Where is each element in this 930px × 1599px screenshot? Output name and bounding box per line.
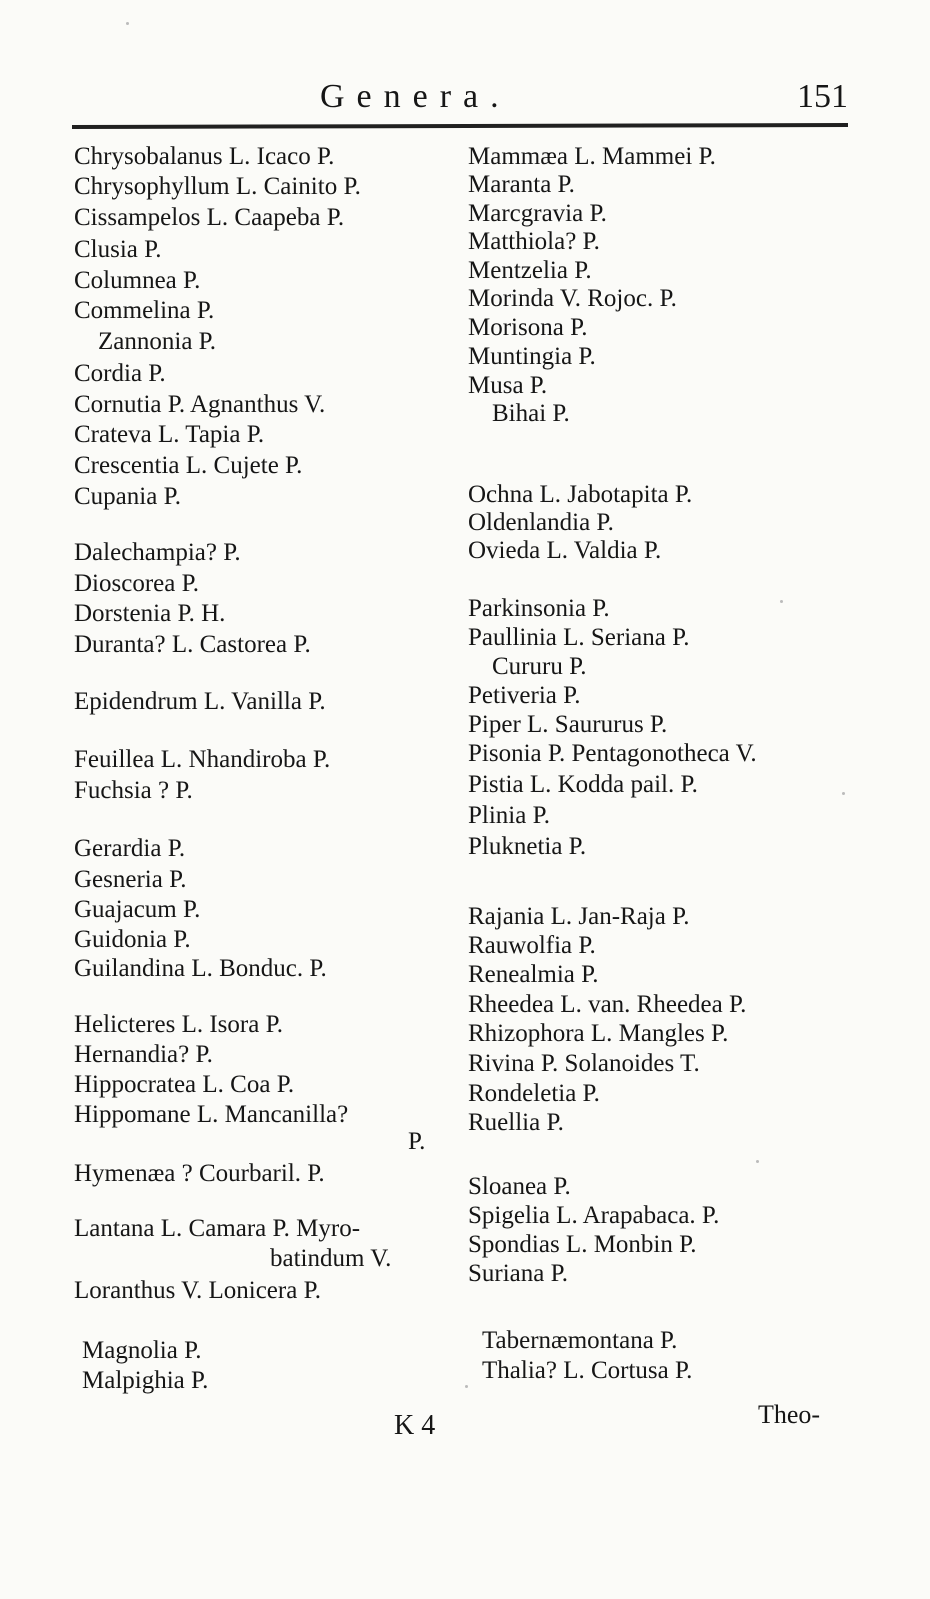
genus-entry: Petiveria P.: [468, 682, 581, 709]
genus-entry: Dorstenia P. H.: [74, 600, 226, 627]
genus-entry: Crateva L. Tapia P.: [74, 421, 265, 448]
genus-entry: Hymenæa ? Courbaril. P.: [74, 1160, 325, 1187]
genus-entry: Spondias L. Monbin P.: [468, 1231, 697, 1258]
genus-entry: Rhizophora L. Mangles P.: [468, 1020, 729, 1047]
genus-entry: Rivina P. Solanoides T.: [468, 1050, 700, 1077]
genus-entry: Tabernæmontana P.: [482, 1327, 678, 1354]
genus-entry: Clusia P.: [74, 236, 162, 263]
genus-entry: Commelina P.: [74, 297, 215, 324]
genus-entry: Paullinia L. Seriana P.: [468, 624, 690, 651]
genus-entry: Sloanea P.: [468, 1173, 571, 1200]
page-number: 151: [797, 78, 848, 115]
genus-entry-continuation: batindum V.: [270, 1245, 392, 1272]
genus-entry: Morinda V. Rojoc. P.: [468, 285, 677, 312]
genus-entry: Guilandina L. Bonduc. P.: [74, 955, 327, 982]
genus-entry: Cordia P.: [74, 360, 166, 387]
genus-entry: Helicteres L. Isora P.: [74, 1011, 283, 1038]
paper-speck: [842, 792, 845, 795]
genus-entry: Dioscorea P.: [74, 570, 199, 597]
genus-entry: Bihai P.: [492, 400, 570, 427]
genus-entry: Maranta P.: [468, 171, 575, 198]
genus-entry: Musa P.: [468, 372, 548, 399]
paper-speck: [465, 1385, 468, 1388]
genus-entry: Dalechampia? P.: [74, 539, 241, 566]
genus-entry: Rondeletia P.: [468, 1080, 600, 1107]
genus-entry: Epidendrum L. Vanilla P.: [74, 688, 326, 715]
genus-entry: Spigelia L. Arapabaca. P.: [468, 1202, 720, 1229]
genus-entry: Rheedea L. van. Rheedea P.: [468, 991, 747, 1018]
genus-entry: Gerardia P.: [74, 835, 186, 862]
genus-entry: Pisonia P. Pentagonotheca V.: [468, 740, 757, 767]
genus-entry: Mentzelia P.: [468, 257, 592, 284]
genus-entry: Hippocratea L. Coa P.: [74, 1071, 295, 1098]
paper-speck: [756, 1160, 759, 1163]
genus-entry: Chrysobalanus L. Icaco P.: [74, 143, 335, 170]
genus-entry: Crescentia L. Cujete P.: [74, 452, 303, 479]
genus-entry: Hippomane L. Mancanilla?: [74, 1101, 349, 1128]
genus-entry: Marcgravia P.: [468, 200, 607, 227]
genus-entry: Piper L. Saururus P.: [468, 711, 668, 738]
running-head: Genera.: [320, 78, 511, 115]
genus-entry: Muntingia P.: [468, 343, 596, 370]
genus-entry: Renealmia P.: [468, 961, 599, 988]
genus-entry: Cururu P.: [492, 653, 587, 680]
genus-entry: Rajania L. Jan-Raja P.: [468, 903, 690, 930]
catchword: Theo-: [758, 1400, 821, 1429]
signature-mark: K 4: [394, 1410, 436, 1441]
genus-entry: Ochna L. Jabotapita P.: [468, 481, 693, 508]
genus-entry: Fuchsia ? P.: [74, 777, 193, 804]
genus-entry: Suriana P.: [468, 1260, 568, 1287]
genus-entry: Lantana L. Camara P. Myro-: [74, 1215, 361, 1242]
genus-entry: Pluknetia P.: [468, 833, 587, 860]
genus-entry: Cornutia P. Agnanthus V.: [74, 391, 326, 418]
genus-entry: Chrysophyllum L. Cainito P.: [74, 173, 361, 200]
genus-entry: Mammæa L. Mammei P.: [468, 143, 716, 170]
genus-entry: Hernandia? P.: [74, 1041, 213, 1068]
genus-entry: Matthiola? P.: [468, 228, 600, 255]
genus-entry: Rauwolfia P.: [468, 932, 596, 959]
genus-entry: Ruellia P.: [468, 1109, 564, 1136]
genus-entry: Malpighia P.: [82, 1367, 209, 1394]
genus-entry: Thalia? L. Cortusa P.: [482, 1357, 693, 1384]
paper-speck: [780, 600, 783, 603]
genus-entry: Guajacum P.: [74, 896, 201, 923]
paper-speck: [126, 22, 129, 25]
genus-entry-continuation: P.: [408, 1128, 426, 1155]
genus-entry: Ovieda L. Valdia P.: [468, 537, 662, 564]
genus-entry: Duranta? L. Castorea P.: [74, 631, 311, 658]
header-rule: [72, 123, 848, 129]
genus-entry: Pistia L. Kodda pail. P.: [468, 771, 698, 798]
genus-entry: Columnea P.: [74, 267, 201, 294]
genus-entry: Magnolia P.: [82, 1337, 202, 1364]
genus-entry: Cissampelos L. Caapeba P.: [74, 204, 345, 231]
genus-entry: Feuillea L. Nhandiroba P.: [74, 746, 331, 773]
genus-entry: Morisona P.: [468, 314, 588, 341]
genus-entry: Loranthus V. Lonicera P.: [74, 1277, 321, 1304]
genus-entry: Zannonia P.: [98, 328, 217, 355]
genus-entry: Oldenlandia P.: [468, 509, 614, 536]
genus-entry: Plinia P.: [468, 802, 550, 829]
genus-entry: Parkinsonia P.: [468, 595, 610, 622]
genus-entry: Guidonia P.: [74, 926, 191, 953]
genus-entry: Gesneria P.: [74, 866, 187, 893]
genus-entry: Cupania P.: [74, 483, 181, 510]
